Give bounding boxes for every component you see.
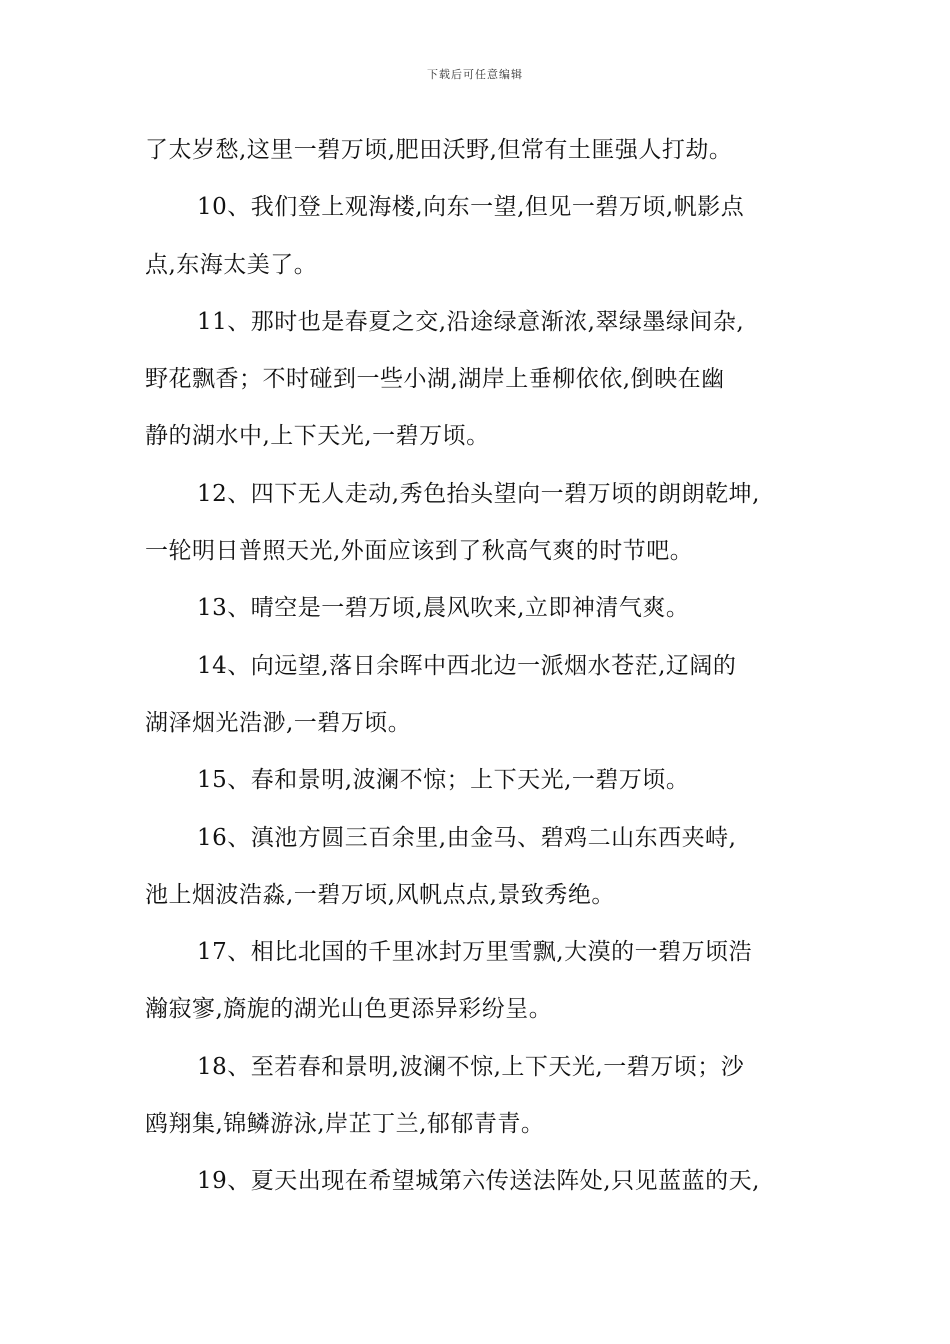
text-line: 16、滇池方圆三百余里,由金马、碧鸡二山东西夹峙, [197,824,737,851]
text-line: 10、我们登上观海楼,向东一望,但见一碧万顷,帆影点 [197,194,745,221]
text-line: 静的湖水中,上下天光,一碧万顷。 [145,423,490,450]
text-line: 11、那时也是春夏之交,沿途绿意渐浓,翠绿墨绿间杂, [197,308,745,335]
text-line: 点,东海太美了。 [145,251,318,278]
text-line: 野花飘香；不时碰到一些小湖,湖岸上垂柳依依,倒映在幽 [145,366,725,393]
text-line: 13、晴空是一碧万顷,晨风吹来,立即神清气爽。 [197,595,690,622]
text-line: 18、至若春和景明,波澜不惊,上下天光,一碧万顷；沙 [197,1053,745,1080]
text-line: 一轮明日普照天光,外面应该到了秋高气爽的时节吧。 [145,538,694,565]
document-body [145,128,815,1217]
text-line: 12、四下无人走动,秀色抬头望向一碧万顷的朗朗乾坤, [197,480,760,507]
text-line: 了太岁愁,这里一碧万顷,肥田沃野,但常有土匪强人打劫。 [145,137,733,163]
text-line: 19、夏天出现在希望城第六传送法阵处,只见蓝蓝的天, [197,1168,760,1195]
text-line: 15、春和景明,波澜不惊；上下天光,一碧万顷。 [197,767,690,794]
text-line: 17、相比北国的千里冰封万里雪飘,大漠的一碧万顷浩 [197,939,753,966]
page-header: 下载后可任意编辑 [427,68,523,81]
text-line: 14、向远望,落日余晖中西北边一派烟水苍茫,辽阔的 [197,652,737,679]
text-line: 湖泽烟光浩渺,一碧万顷。 [145,709,412,736]
text-line: 池上烟波浩淼,一碧万顷,风帆点点,景致秀绝。 [145,881,615,908]
text-line: 鸥翔集,锦鳞游泳,岸芷丁兰,郁郁青青。 [145,1111,545,1138]
text-line: 瀚寂寥,旖旎的湖光山色更添异彩纷呈。 [145,996,553,1023]
